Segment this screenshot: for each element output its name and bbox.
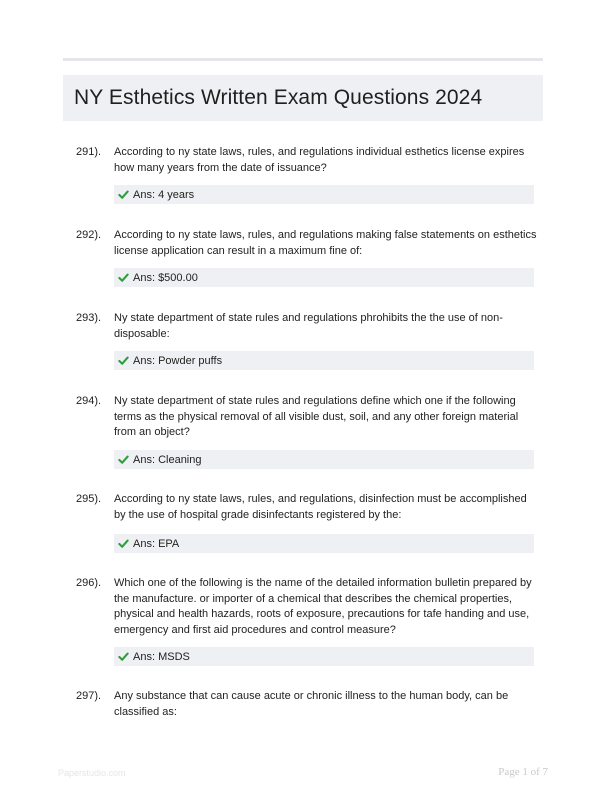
question-text: Any substance that can cause acute or chronic illness to the human body, can be classified as: xyxy=(114,690,509,718)
check-icon xyxy=(118,355,129,366)
top-rule xyxy=(63,58,543,61)
answer-text: Ans: 4 years xyxy=(133,188,195,201)
answer-text: Ans: $500.00 xyxy=(133,271,198,284)
question-number: 296). xyxy=(76,577,102,589)
question-text: Ny state department of state rules and regulations phrohibits the the use of non-disposable: xyxy=(114,312,503,340)
answer-box xyxy=(114,647,534,666)
answer-text: Ans: Powder puffs xyxy=(133,354,223,367)
page-number: Page 1 of 7 xyxy=(498,766,548,778)
check-icon xyxy=(118,651,129,662)
answer-box xyxy=(114,351,534,370)
answer-text: Ans: EPA xyxy=(133,537,180,550)
check-icon xyxy=(118,454,129,465)
check-icon xyxy=(118,272,129,283)
footer-watermark: Paperstudio.com xyxy=(58,768,126,778)
question-number: 292). xyxy=(76,229,102,241)
question-text: According to ny state laws, rules, and regulations making false statements on esthetics license application can result in a maximum fine of: xyxy=(114,229,537,257)
question-text: According to ny state laws, rules, and regulations individual esthetics license expires how many years from the date of issuance? xyxy=(114,146,525,174)
answer-box xyxy=(114,450,534,469)
question-text: Ny state department of state rules and regulations define which one if the following terms as the physical removal of all visible dust, soil, and any other foreign material from an object? xyxy=(114,395,519,438)
check-icon xyxy=(118,189,129,200)
question-number: 294). xyxy=(76,395,102,407)
answer-text: Ans: Cleaning xyxy=(133,453,202,466)
check-icon xyxy=(118,538,129,549)
answer-text: Ans: MSDS xyxy=(133,650,190,663)
page-title: NY Esthetics Written Exam Questions 2024 xyxy=(74,86,483,109)
answer-box xyxy=(114,268,534,287)
question-text: Which one of the following is the name of the detailed information bulletin prepared by the manufacture. or importer of a chemical that describes the chemical properties, physical and health hazards, roots of exposure, precautions for tafe handing and use, emergency and first aid procedures and control measure? xyxy=(114,577,532,636)
question-number: 291). xyxy=(76,146,102,158)
question-text: According to ny state laws, rules, and regulations, disinfection must be accomplished by the use of hospital grade disinfectants registered by the: xyxy=(114,493,527,521)
question-number: 295). xyxy=(76,493,102,505)
question-number: 297). xyxy=(76,690,102,702)
answer-box xyxy=(114,185,534,204)
title-bar xyxy=(63,75,543,121)
answer-box xyxy=(114,534,534,553)
question-number: 293). xyxy=(76,312,102,324)
